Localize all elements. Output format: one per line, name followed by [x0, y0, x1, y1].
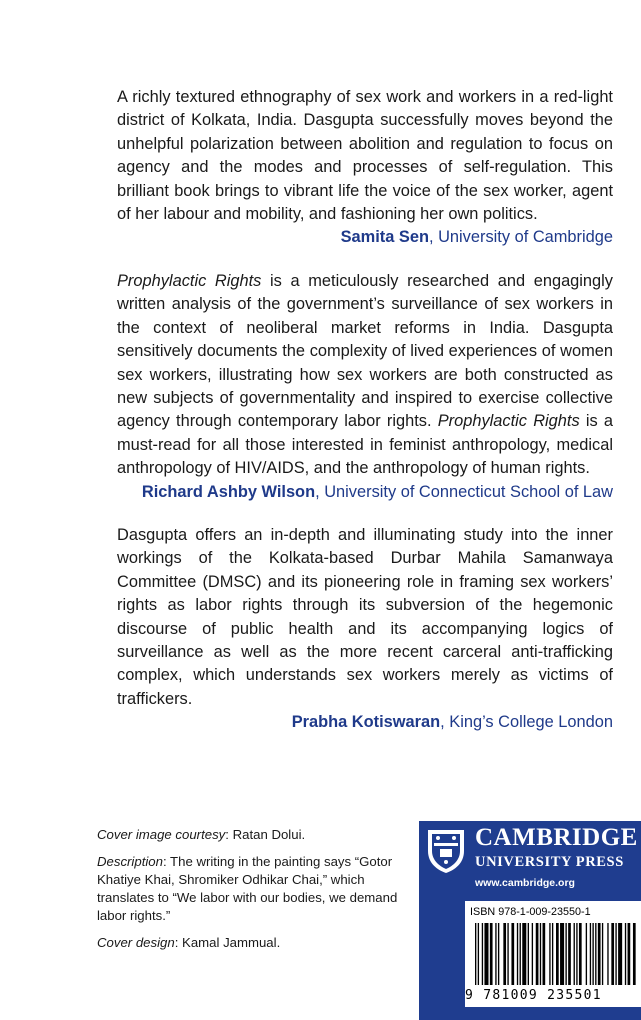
barcode-bar: [482, 923, 483, 985]
barcode-bar: [592, 923, 593, 985]
publisher-subname: UNIVERSITY PRESS: [475, 854, 624, 870]
reviewer-name: Richard Ashby Wilson: [141, 482, 316, 501]
barcode-bar: [484, 923, 488, 985]
publisher-name: CAMBRIDGE: [475, 824, 638, 851]
reviewer-affiliation: , King’s College London: [440, 713, 613, 732]
credit-label: Description: [97, 854, 163, 869]
credit-value: : Ratan Dolui.: [225, 827, 306, 842]
barcode-bar: [511, 923, 514, 985]
barcode-bar: [618, 923, 622, 985]
barcode-bar: [625, 923, 626, 985]
barcode-bar: [507, 923, 508, 985]
barcode-panel: [465, 901, 641, 1007]
barcode-bar: [615, 923, 616, 985]
barcode-bar: [543, 923, 546, 985]
reviewer-affiliation: , University of Connecticut School of Law: [315, 482, 613, 501]
review-text: [117, 86, 613, 226]
publisher-url: www.cambridge.org: [475, 877, 575, 889]
review-body: Dasgupta offers an in-depth and illuminating study into the inner workings of the Kolkata-based Durbar Mahila Samanwaya Committee (DMSC) and its pioneering role in framing sex workers’ rights as labor rights through its subversion of the hegemonic discourse of public health and its accompanying logics of surveillance as well as the more recent carceral anti-trafficking complex, which understands sex workers merely as victims of traffickers.: [117, 526, 613, 708]
barcode-bar: [556, 923, 559, 985]
barcode-bar: [590, 923, 591, 985]
barcode-bar: [607, 923, 608, 985]
cover-design-credit: [97, 934, 407, 952]
review-samita-sen: [117, 86, 613, 250]
review-attribution: [117, 711, 613, 734]
barcode-bar: [532, 923, 533, 985]
barcode-bar: [586, 923, 587, 985]
barcode-bar: [598, 923, 601, 985]
cover-credits: [97, 826, 407, 961]
barcode-bar: [503, 923, 506, 985]
review-attribution: [117, 226, 613, 249]
barcode-bar: [540, 923, 541, 985]
reviewer-affiliation: , University of Cambridge: [428, 228, 613, 247]
credit-value: : Kamal Jammual.: [174, 935, 281, 950]
review-body-part2: is a must-read for all those interested in feminist anthropology, medical anthropology of HIV/AIDS, and the anthropology of human rights.: [117, 412, 613, 478]
barcode-bar: [528, 923, 529, 985]
barcode-bar: [576, 923, 577, 985]
barcode-bar: [517, 923, 518, 985]
review-text: [117, 524, 613, 711]
review-richard-ashby-wilson: [117, 270, 613, 504]
barcode-bar: [490, 923, 493, 985]
barcode-bar: [495, 923, 496, 985]
cambridge-crest-icon: [425, 827, 467, 875]
review-body: A richly textured ethnography of sex work and workers in a red-light district of Kolkata, India. Dasgupta successfully moves beyond the unhelpful polarization between abolition and regulation to focus on agency and the modes and processes of self-regulation. This brilliant book brings to vibrant life the voice of the sex worker, agent of her labour and mobility, and fashioning her own politics.: [117, 88, 613, 224]
credit-label: Cover design: [97, 935, 175, 950]
barcode-bar: [602, 923, 603, 985]
barcode-bar: [568, 923, 571, 985]
barcode-icon: [475, 923, 641, 985]
credit-label: Cover image courtesy: [97, 827, 226, 842]
reviewer-name: Prabha Kotiswaran: [291, 713, 441, 732]
barcode-bar: [633, 923, 636, 985]
barcode-bar: [560, 923, 564, 985]
review-prabha-kotiswaran: [117, 524, 613, 735]
barcode-bar: [498, 923, 499, 985]
isbn-text: ISBN 978-1-009-23550-1: [470, 906, 591, 918]
barcode-bar: [565, 923, 566, 985]
barcode-bar: [536, 923, 539, 985]
barcode-bar: [595, 923, 596, 985]
barcode-bar: [549, 923, 550, 985]
barcode-digits: 9 781009 235501: [465, 988, 602, 1003]
cover-image-credit: [97, 826, 407, 844]
barcode-bar: [478, 923, 479, 985]
barcode-bar: [552, 923, 553, 985]
reviewer-name: Samita Sen: [340, 228, 429, 247]
barcode-bar: [520, 923, 521, 985]
publisher-block: [419, 821, 641, 1020]
barcode-bar: [522, 923, 526, 985]
cover-description: [97, 853, 407, 925]
book-title: Prophylactic Rights: [437, 412, 580, 431]
review-attribution: [117, 481, 613, 504]
barcode-bar: [579, 923, 582, 985]
review-body-part1: is a meticulously researched and engagingly written analysis of the government’s surveillance of sex workers in the context of neoliberal market reforms in India. Dasgupta sensitively documents the complexity of lived experiences of women sex workers, illustrating how sex workers are both constructed as new subjects of governmentality and inspired to exercise collective agency through contemporary labor rights.: [117, 272, 614, 431]
credit-value: : The writing in the painting says “Gotor Khatiye Khai, Shromiker Odhikar Chai,” which translates to “We labor with our bodies, we demand labor rights.”: [97, 854, 398, 923]
barcode-bar: [628, 923, 631, 985]
barcode-bar: [574, 923, 575, 985]
barcode-bar: [475, 923, 476, 985]
review-text: [117, 270, 613, 481]
book-title: Prophylactic Rights: [117, 272, 262, 290]
barcode-bar: [611, 923, 614, 985]
